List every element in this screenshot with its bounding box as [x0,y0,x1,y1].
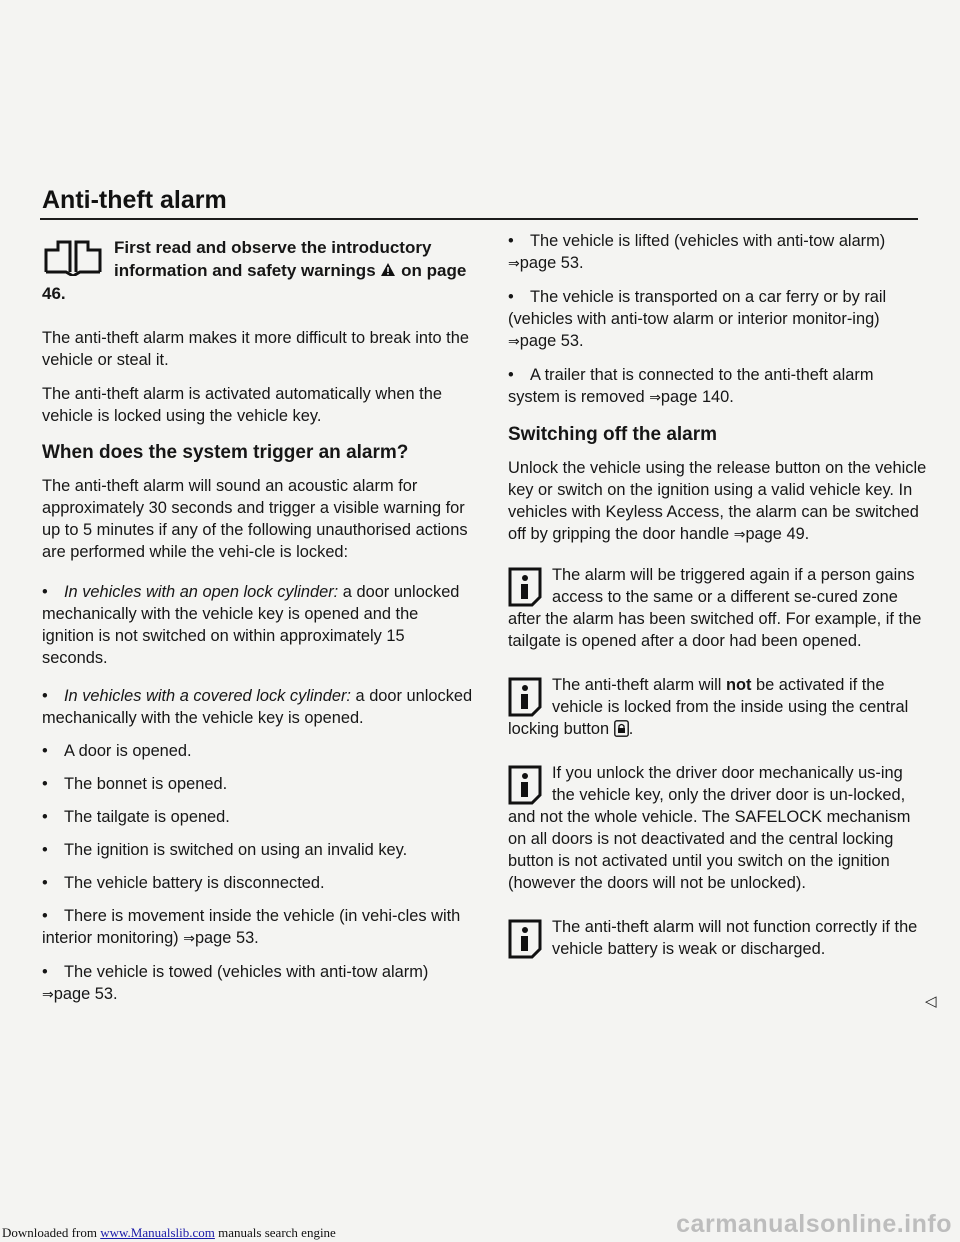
trigger-intro: The anti-theft alarm will sound an acoustic alarm for approximately 30 seconds and trigger a visible warning for up to 5 minutes if any of the following unauthorised actions are performed while the vehi-cle is locked: [42,477,468,561]
info-icon [508,765,542,805]
bullet-bonnet: • The bonnet is opened. [42,775,228,793]
download-source: Downloaded from www.Manualslib.com manuals search engine [2,1225,336,1240]
intro-paragraph-1: The anti-theft alarm makes it more difficult to break into the vehicle or steal it. [42,329,469,369]
first-read-page: on page 46. [42,261,467,303]
info-note-1: The alarm will be triggered again if a person gains access to the same or a different se-cured zone after the alarm has been switched off. For example, if the tailgate is opened after a door had been opened. [508,566,922,650]
first-read-text: First read and observe the introductory information and safety warnings [114,238,432,280]
left-column [42,236,474,1017]
first-read-notice [42,236,474,305]
bullet-battery: • The vehicle battery is disconnected. [42,874,325,892]
section-end-mark-icon: ◁ [925,992,937,1010]
open-book-icon [42,238,104,276]
info-note-4: The anti-theft alarm will not function correctly if the vehicle battery is weak or discharged. [508,916,928,960]
warning-triangle-icon [380,262,396,277]
page-ref-link[interactable]: page 53. [519,332,584,350]
page-ref-link[interactable]: page 53. [519,254,584,272]
bullet-covered-lock: • In vehicles with a covered lock cylinder: a door unlocked mechanically with the vehicle key is opened. [42,687,473,727]
info-icon [508,919,542,959]
manualslib-link[interactable]: www.Manualslib.com [100,1225,215,1240]
info-icon [508,677,542,717]
page-ref-link[interactable]: page 140. [660,388,734,406]
right-column [508,230,928,976]
bullet-lifted: • The vehicle is lifted (vehicles with anti-tow alarm) ⇒page 53. [508,232,886,272]
title-rule [40,218,918,220]
bullet-open-lock: • In vehicles with an open lock cylinder: a door unlocked mechanically with the vehicle key is opened and the ignition is not switched on within approximately 15 seconds. [42,583,460,667]
bullet-ignition: • The ignition is switched on using an invalid key. [42,841,408,859]
page-title: Anti-theft alarm [42,186,227,214]
bullet-trailer: • A trailer that is connected to the anti-theft alarm system is removed ⇒page 140. [508,366,874,406]
section-heading-switch-off: Switching off the alarm [508,424,718,445]
central-lock-button-icon [614,720,629,737]
watermark: carmanualsonline.info [676,1210,952,1238]
bullet-movement: • There is movement inside the vehicle (in vehi-cles with interior monitoring) ⇒page 53. [42,907,461,947]
section-heading-trigger: When does the system trigger an alarm? [42,442,409,463]
info-note-2: The anti-theft alarm will not be activated if the vehicle is locked from the inside using the central locking button . [508,676,909,738]
info-note-3: If you unlock the driver door mechanically us-ing the vehicle key, only the driver door is un-locked, and not the whole vehicle. The SAFELOCK mechanism on all doors is not deactivated and the central locking button is not activated until you switch on the ignition (however the doors will not be unlocked). [508,764,911,892]
bullet-towed: • The vehicle is towed (vehicles with anti-tow alarm) ⇒page 53. [42,963,429,1003]
footer [0,1210,960,1242]
page-ref-link[interactable]: page 53. [53,985,118,1003]
switch-off-paragraph: Unlock the vehicle using the release button on the vehicle key or switch on the ignition using a valid vehicle key. In vehicles with Keyless Access, the alarm can be switched off by gripping the door handle ⇒page 49. [508,459,927,543]
bullet-ferry: • The vehicle is transported on a car ferry or by rail (vehicles with anti-tow alarm or interior monitor-ing) ⇒page 53. [508,288,887,350]
bullet-tailgate: • The tailgate is opened. [42,808,230,826]
intro-paragraph-2: The anti-theft alarm is activated automatically when the vehicle is locked using the vehicle key. [42,385,442,425]
page-ref-link[interactable]: page 49. [745,525,810,543]
page-ref-link[interactable]: page 53. [194,929,259,947]
info-icon [508,567,542,607]
bullet-door: • A door is opened. [42,742,192,760]
